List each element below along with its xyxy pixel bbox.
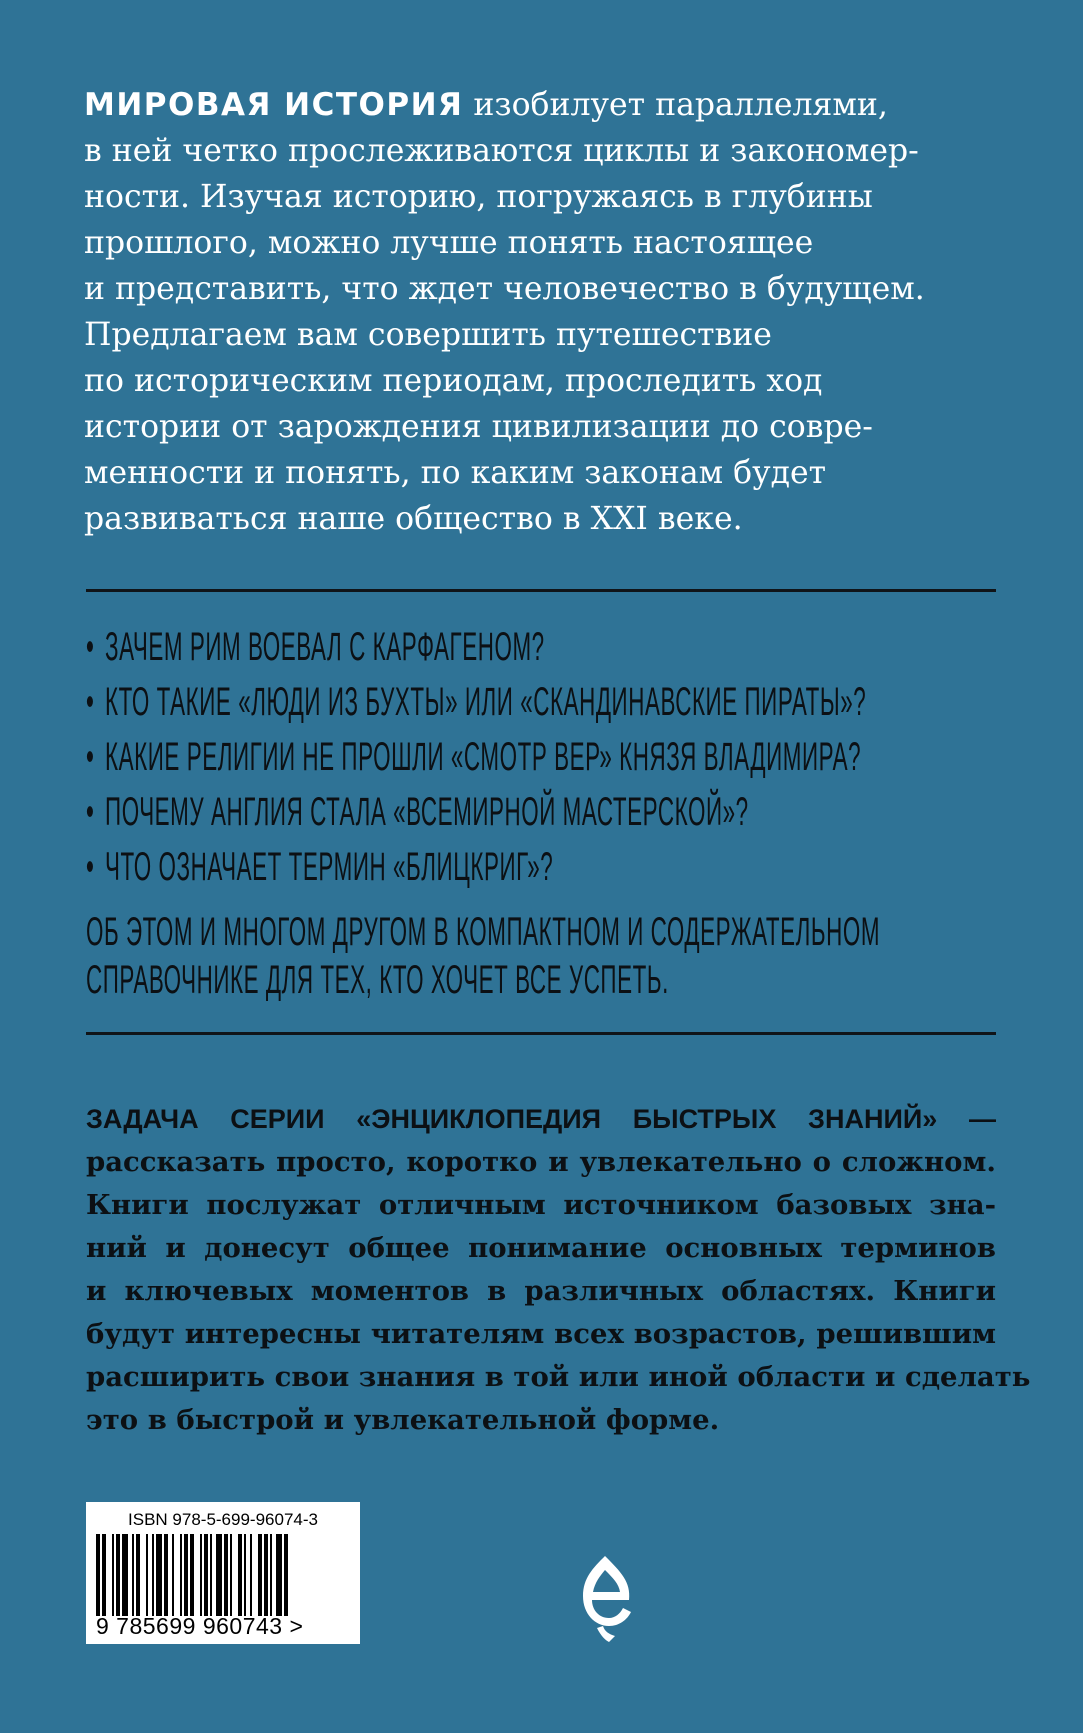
series-line: будут интересны читателям всех возрастов, решившим bbox=[86, 1318, 996, 1350]
bullet-icon: • bbox=[86, 790, 95, 834]
intro-line: в ней четко прослеживаются циклы и закономер- bbox=[84, 133, 919, 169]
intro-lead: МИРОВАЯ ИСТОРИЯ bbox=[84, 87, 464, 123]
question-item: • КАКИЕ РЕЛИГИИ НЕ ПРОШЛИ «СМОТР ВЕР» КНЯЗЯ ВЛАДИМИРА? bbox=[86, 730, 601, 785]
question-item: • ЧТО ОЗНАЧАЕТ ТЕРМИН «БЛИЦКРИГ»? bbox=[86, 840, 601, 895]
question-item: • ПОЧЕМУ АНГЛИЯ СТАЛА «ВСЕМИРНОЙ МАСТЕРСКОЙ»? bbox=[86, 785, 601, 840]
barcode-digits: 9 785699 960743 > bbox=[96, 1613, 304, 1639]
intro-line: по историческим периодам, проследить ход bbox=[84, 363, 823, 399]
series-line: Книги послужат отличным источником базовых зна- bbox=[86, 1189, 996, 1221]
series-line: рассказать просто, коротко и увлекательно о сложном. bbox=[86, 1146, 996, 1178]
question-list bbox=[86, 620, 1006, 895]
intro-paragraph bbox=[84, 82, 1004, 542]
intro-line: и представить, что ждет человечество в будущем. bbox=[84, 271, 925, 307]
series-description bbox=[86, 1098, 1031, 1442]
series-line: это в быстрой и увлекательной форме. bbox=[86, 1404, 720, 1436]
summary-line: ОБ ЭТОМ И МНОГОМ ДРУГОМ В КОМПАКТНОМ И СОДЕРЖАТЕЛЬНОМ bbox=[86, 910, 881, 954]
intro-line: ности. Изучая историю, погружаясь в глубины bbox=[84, 179, 873, 215]
series-line: ний и донесут общее понимание основных терминов bbox=[86, 1232, 996, 1264]
bullet-icon: • bbox=[86, 845, 95, 889]
intro-line-1: МИРОВАЯ ИСТОРИЯ изобилует параллелями, bbox=[84, 87, 888, 123]
bullet-icon: • bbox=[86, 680, 95, 724]
intro-line: истории от зарождения цивилизации до совре- bbox=[84, 409, 873, 445]
isbn-barcode bbox=[86, 1502, 360, 1644]
summary-line: СПРАВОЧНИКЕ ДЛЯ ТЕХ, КТО ХОЧЕТ ВСЕ УСПЕТЬ. bbox=[86, 958, 669, 1002]
intro-line: менности и понять, по каким законам будет bbox=[84, 455, 827, 491]
summary-text bbox=[86, 908, 881, 1004]
isbn-number: ISBN 978-5-699-96074-3 bbox=[128, 1510, 318, 1529]
bullet-icon: • bbox=[86, 625, 95, 669]
divider-bottom bbox=[86, 1032, 996, 1035]
bullet-icon: • bbox=[86, 735, 95, 779]
divider-top bbox=[86, 589, 996, 592]
question-item: • ЗАЧЕМ РИМ ВОЕВАЛ С КАРФАГЕНОМ? bbox=[86, 620, 601, 675]
intro-line: прошлого, можно лучше понять настоящее bbox=[84, 225, 814, 261]
intro-line: развиваться наше общество в XXI веке. bbox=[84, 501, 743, 537]
intro-line: Предлагаем вам совершить путешествие bbox=[84, 317, 772, 353]
series-line: расширить свои знания в той или иной области и сделать bbox=[86, 1361, 1031, 1393]
question-item: • КТО ТАКИЕ «ЛЮДИ ИЗ БУХТЫ» ИЛИ «СКАНДИНАВСКИЕ ПИРАТЫ»? bbox=[86, 675, 601, 730]
series-lead: ЗАДАЧА СЕРИИ «ЭНЦИКЛОПЕДИЯ БЫСТРЫХ ЗНАНИЙ» — bbox=[86, 1104, 996, 1134]
publisher-logo-icon bbox=[575, 1552, 635, 1644]
series-line: и ключевых моментов в различных областях. Книги bbox=[86, 1275, 996, 1307]
barcode-bars-icon bbox=[96, 1534, 350, 1616]
